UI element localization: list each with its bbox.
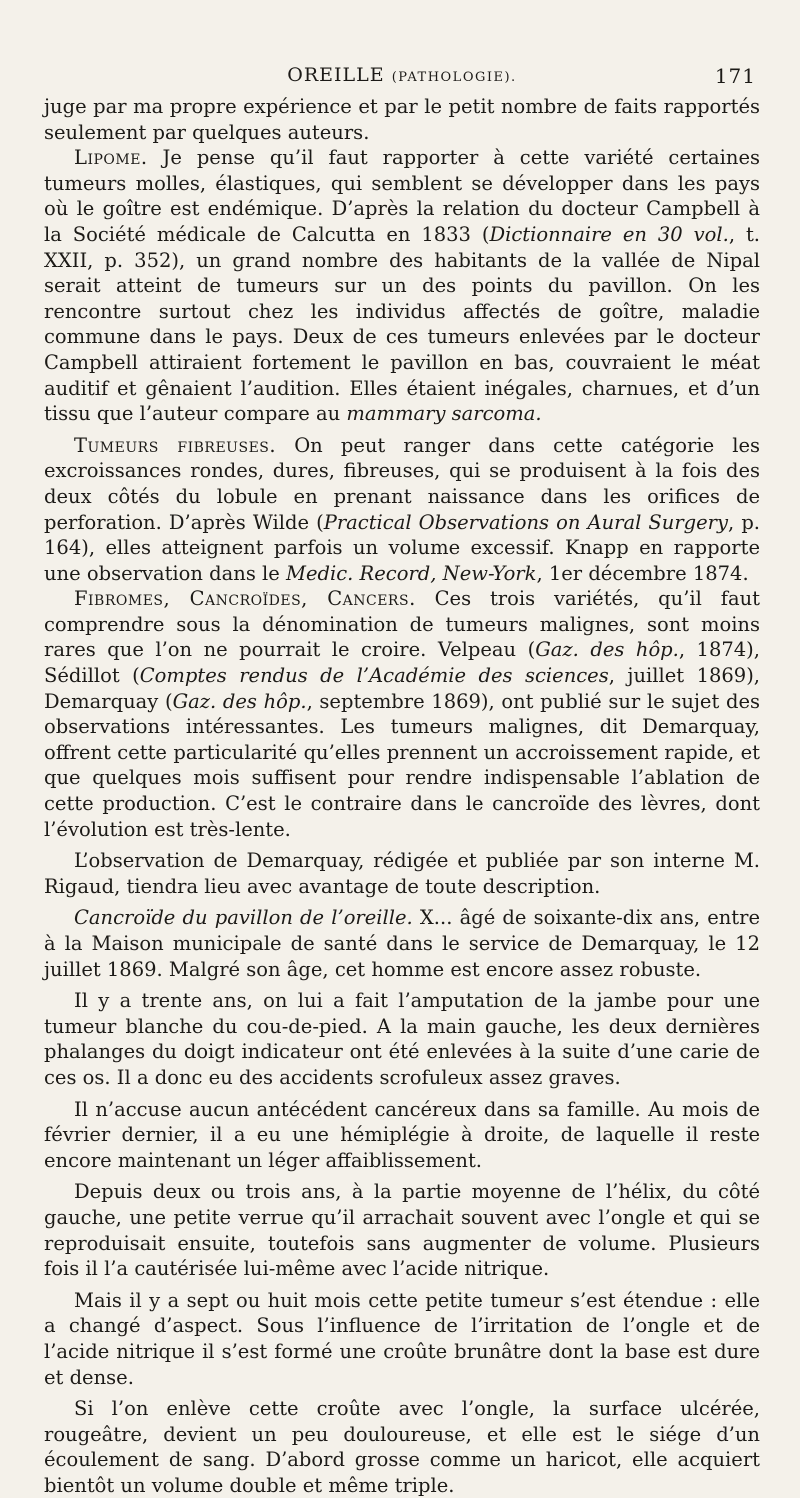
italic-text: Medic. Record, New-York xyxy=(286,561,537,585)
body-text xyxy=(44,94,760,1498)
paragraph xyxy=(44,145,760,427)
italic-text: Gaz. des hôp. xyxy=(172,689,307,713)
paragraph xyxy=(44,1179,760,1281)
italic-text: Dictionnaire en 30 vol. xyxy=(489,222,729,246)
section-heading: Lipome. xyxy=(74,146,148,170)
paragraph xyxy=(44,848,760,899)
text-run: , septembre 1869), ont publié sur le sujet des observations intéressantes. Les tumeurs malignes, dit Demarquay, offrent cette particularité qu’elles prennent un accroissement rapide, et que quelques mois suffisent pour rendre indispensable l’ablation de cette production. C’est le contraire dans le cancroïde des lèvres, dont l’évolution est très-lente. xyxy=(44,689,760,841)
text-run: Ces trois variétés, qu’il faut comprendre sous la dénomination de tumeurs malignes, sont moins rares que l’on ne pourrait le croire. Velpeau ( xyxy=(44,587,760,662)
text-run: On peut ranger dans cette catégorie les excroissances rondes, dures, fibreuses, qui se produisent à la fois des deux côtés du lobule en prenant naissance dans les orifices de perforation. D’après Wilde ( xyxy=(44,433,760,534)
paragraph xyxy=(44,94,760,145)
section-title: OREILLE xyxy=(287,64,385,86)
text-run: Mais il y a sept ou huit mois cette petite tumeur s’est étendue : elle a changé d’aspect. Sous l’influence de l’irritation de l’ongle et de l’acide nitrique il s’est formé une croûte brunâtre dont la base est dure et dense. xyxy=(44,1288,760,1389)
paragraph xyxy=(44,1097,760,1174)
italic-text: Cancroïde du pavillon de l’oreille. xyxy=(74,906,413,930)
text-run: , t. XXII, p. 352), un grand nombre des habitants de la vallée de Nipal serait atteint de tumeurs sur un des points du pavillon. On les rencontre surtout chez les individus affectés de goître, maladie commune dans le pays. Deux de ces tumeurs enlevées par le docteur Campbell attiraient fortement le pavillon en bas, couvraient le méat auditif et gênaient l’audition. Elles étaient inégales, charnues, et d’un tissu que l’auteur compare au xyxy=(44,222,760,426)
paragraph xyxy=(44,905,760,982)
text-run: X... âgé de soixante-dix ans, entre à la Maison municipale de santé dans le service de Demarquay, le 12 juillet 1869. Malgré son âge, cet homme est encore assez robuste. xyxy=(44,906,761,981)
text-run: Je pense qu’il faut rapporter à cette variété certaines tumeurs molles, élastiques, qui semblent se développer dans les pays où le goître est endémique. D’après la relation du docteur Campbell à la Société médicale de Calcutta en 1833 ( xyxy=(44,146,760,246)
text-run: , 1er décembre 1874. xyxy=(536,561,749,585)
text-run: , 1874), Sédillot ( xyxy=(44,638,760,688)
paragraph xyxy=(44,1288,760,1390)
paragraph xyxy=(44,1396,760,1498)
text-run: juge par ma propre expérience et par le petit nombre de faits rapportés seulement par quelques auteurs. xyxy=(44,95,760,144)
running-title xyxy=(44,64,760,86)
text-run: Depuis deux ou trois ans, à la partie moyenne de l’hélix, du côté gauche, une petite verrue qu’il arrachait souvent avec l’ongle et qui se reproduisait ensuite, toutefois sans augmenter de volume. Plusieurs fois il l’a cautérisée lui-même avec l’acide nitrique. xyxy=(44,1180,760,1281)
section-heading: Tumeurs fibreuses. xyxy=(74,433,277,457)
text-run: , juillet 1869), Demarquay ( xyxy=(44,664,760,713)
italic-text: Practical Observations on Aural Surgery xyxy=(323,510,729,534)
text-run: Il n’accuse aucun antécédent cancéreux dans sa famille. Au mois de février dernier, il a eu une hémiplégie à droite, de laquelle il reste encore maintenant un léger affaiblissement. xyxy=(44,1097,760,1172)
section-heading: Fibromes, Cancroïdes, Cancers. xyxy=(74,587,416,611)
running-head xyxy=(44,58,760,94)
text-run: , p. 164), elles atteignent parfois un volume excessif. Knapp en rapporte une observation dans le xyxy=(44,510,761,585)
text-run: L’observation de Demarquay, rédigée et publiée par son interne M. Rigaud, tiendra lieu avec avantage de toute description. xyxy=(44,849,760,898)
paragraph xyxy=(44,586,760,842)
paragraph xyxy=(44,988,760,1090)
italic-text: Comptes rendus de l’Académie des sciences xyxy=(139,664,609,688)
section-subtitle: (PATHOLOGIE). xyxy=(391,70,517,85)
text-run: Si l’on enlève cette croûte avec l’ongle, la surface ulcérée, rougeâtre, devient un peu douloureuse, et elle est le siége d’un écoulement de sang. D’abord grosse comme un haricot, elle acquiert bientôt un volume double et même triple. xyxy=(44,1397,760,1497)
italic-text: Gaz. des hôp. xyxy=(535,638,679,662)
paragraph xyxy=(44,433,760,587)
page-number: 171 xyxy=(714,64,756,88)
text-run: Il y a trente ans, on lui a fait l’amputation de la jambe pour une tumeur blanche du cou-de-pied. A la main gauche, les deux dernières phalanges du doigt indicateur ont été enlevées à la suite d’une carie de ces os. Il a donc eu des accidents scrofuleux assez graves. xyxy=(44,989,760,1089)
italic-text: mammary sarcoma. xyxy=(346,402,542,426)
